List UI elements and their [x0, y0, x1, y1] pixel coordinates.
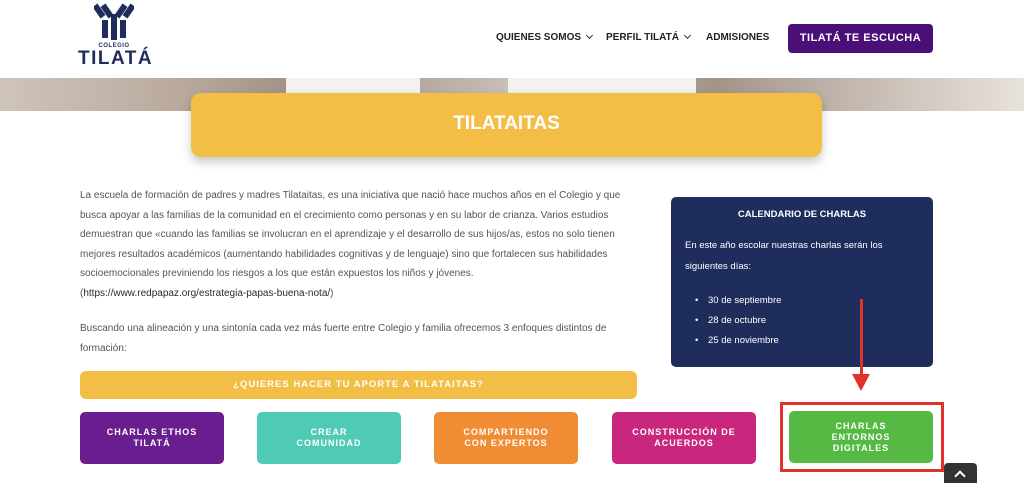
- calendar-date: • 25 de noviembre: [695, 331, 781, 351]
- card-line: TILATÁ: [133, 438, 171, 448]
- contribute-button[interactable]: ¿QUIERES HACER TU APORTE A TILATAITAS?: [80, 371, 637, 399]
- nav-item-admisiones[interactable]: [706, 32, 769, 43]
- construccion-acuerdos-card[interactable]: [612, 412, 756, 464]
- crear-comunidad-card[interactable]: [257, 412, 401, 464]
- card-line: DIGITALES: [832, 442, 890, 453]
- link-open-paren: (: [80, 287, 84, 299]
- card-label: [463, 427, 548, 449]
- calendar-title: CALENDARIO DE CHARLAS: [737, 209, 867, 220]
- nav-item-label: ADMISIONES: [706, 32, 770, 43]
- link-close-paren: ): [330, 287, 334, 299]
- card-line: CHARLAS ETHOS: [106, 427, 198, 437]
- charlas-ethos-card[interactable]: [80, 412, 224, 464]
- site-header: [0, 0, 1024, 78]
- intro-paragraph: La escuela de formación de padres y madres Tilataitas, es una iniciativa que nació hace muchos años en el Colegio y que busca apoyar a las familias de la comunidad en el crecimiento como personas y en su labor de crianza. Varios estudios demuestran que «cuando las familias se involucran en el aprendizaje y el desarrollo de sus hijos/as, estos no solo tienen mejores resultados académicos (aumentando habilidades cognitivas y de lenguaje) sino que fortalecen sus habilidades socioemocionales previniendo los riesgos a los que están expuestos los niños y jóvenes.: [80, 190, 621, 279]
- calendar-dates: [695, 291, 781, 351]
- annotation-arrow-shaft: [860, 299, 863, 376]
- card-label: [297, 427, 362, 449]
- card-line: COMPARTIENDO: [463, 427, 549, 437]
- card-label: [832, 421, 891, 454]
- annotation-arrow-head-icon: [852, 374, 870, 391]
- card-line: COMUNIDAD: [296, 438, 362, 448]
- calendar-date: • 28 de octubre: [695, 311, 781, 331]
- nav-item-label: PERFIL TILATÁ: [606, 32, 679, 43]
- chevron-down-icon: [684, 32, 691, 39]
- calendar-date: • 30 de septiembre: [695, 291, 781, 311]
- chevron-down-icon: [586, 32, 593, 39]
- card-label: [632, 427, 736, 449]
- card-line: CHARLAS: [835, 420, 887, 431]
- card-line: CON EXPERTOS: [464, 438, 548, 448]
- tilata-te-escucha-button[interactable]: TILATÁ TE ESCUCHA: [788, 24, 933, 53]
- page-title: TILATAITAS: [191, 93, 822, 157]
- logo-subtitle: COLEGIO: [98, 43, 130, 49]
- card-line: ACUERDOS: [654, 438, 714, 448]
- chevron-up-icon: [954, 470, 965, 481]
- nav-item-perfil-tilata[interactable]: [606, 32, 690, 43]
- card-label: [107, 427, 198, 449]
- redpapaz-link[interactable]: https://www.redpapaz.org/estrategia-papas-buena-nota/: [83, 287, 331, 299]
- card-line: ENTORNOS: [831, 431, 891, 442]
- charlas-entornos-digitales-card[interactable]: [789, 411, 933, 463]
- calendar-card: [671, 197, 933, 367]
- intro-paragraph-2: Buscando una alineación y una sintonía cada vez más fuerte entre Colegio y familia ofrecemos 3 enfoques distintos de formación:: [80, 323, 607, 354]
- card-line: CONSTRUCCIÓN DE: [632, 427, 736, 437]
- calendar-text: En este año escolar nuestras charlas serán los siguientes días:: [685, 240, 883, 272]
- logo-title: TILATÁ: [78, 48, 154, 69]
- intro-text: [80, 186, 640, 303]
- scroll-to-top-button[interactable]: [944, 463, 977, 483]
- nav-item-label: QUIENES SOMOS: [496, 32, 582, 43]
- compartiendo-expertos-card[interactable]: [434, 412, 578, 464]
- main-nav: [0, 24, 1024, 54]
- nav-item-quienes-somos[interactable]: [496, 32, 592, 43]
- card-line: CREAR: [310, 427, 348, 437]
